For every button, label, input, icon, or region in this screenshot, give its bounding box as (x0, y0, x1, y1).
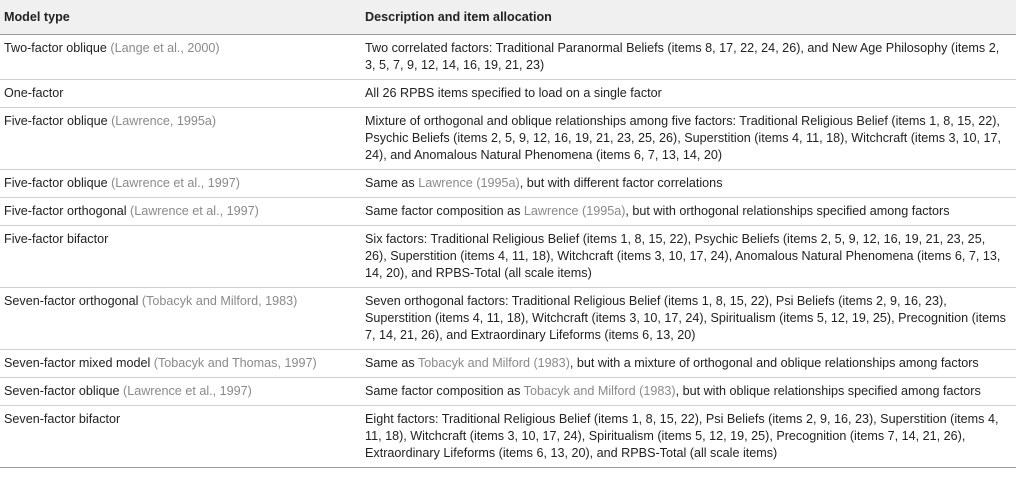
model-type-cell (0, 40, 355, 57)
description-cell (355, 355, 1016, 372)
description-text: Same factor composition as (365, 204, 524, 218)
model-type-cell (0, 293, 355, 310)
model-name: Two-factor oblique (4, 41, 111, 55)
model-type-cell (0, 355, 355, 372)
model-name: Seven-factor orthogonal (4, 294, 142, 308)
description-text: Same factor composition as (365, 384, 524, 398)
model-name: Five-factor oblique (4, 114, 112, 128)
citation-link[interactable]: (Lawrence et al., 1997) (111, 176, 240, 190)
description-text: , but with a mixture of orthogonal and oblique relationships among factors (569, 356, 979, 370)
description-cell (355, 175, 1016, 192)
model-type-cell (0, 113, 355, 130)
model-name: Seven-factor mixed model (4, 356, 154, 370)
description-text: Same as (365, 176, 419, 190)
table-row (0, 80, 1016, 108)
table-header (0, 0, 1016, 35)
table-row (0, 198, 1016, 226)
description-cell (355, 231, 1016, 282)
model-type-cell (0, 383, 355, 400)
table-row (0, 406, 1016, 468)
table-row (0, 170, 1016, 198)
citation-link[interactable]: (Lawrence et al., 1997) (130, 204, 259, 218)
description-text: Mixture of orthogonal and oblique relationships among five factors: Traditional Religious Belief (items 1, 8, 15, 22), Psychic Beliefs (items 2, 5, 9, 12, 16, 19, 21, 23, 25, 26), Superstition (items 4, 11, 18), Witchcraft (items 3, 10, 17, 24), and Anomalous Natural Phenomena (items 6, 7, 13, 14, 20) (365, 114, 1002, 162)
table-row (0, 108, 1016, 170)
description-text: All 26 RPBS items specified to load on a single factor (365, 86, 662, 100)
table-row (0, 226, 1016, 288)
citation-link[interactable]: (Tobacyk and Milford, 1983) (141, 294, 298, 308)
model-name: Five-factor orthogonal (4, 204, 130, 218)
citation-link[interactable]: (Lawrence, 1995a) (111, 114, 217, 128)
description-text: , but with different factor correlations (519, 176, 723, 190)
table-body (0, 35, 1016, 468)
description-text: Six factors: Traditional Religious Belief (items 1, 8, 15, 22), Psychic Beliefs (items 2, 5, 9, 12, 16, 19, 21, 23, 25, 26), Superstition (items 4, 11, 18), Witchcraft (items 3, 10, 17, 24), Anomalous Natural Phenomena (items 6, 7, 13, 14, 20), and RPBS-Total (all scale items) (365, 232, 1001, 280)
model-name: Five-factor oblique (4, 176, 112, 190)
citation-link[interactable]: (Tobacyk and Thomas, 1997) (153, 356, 317, 370)
citation-link[interactable]: Lawrence (1995a) (418, 176, 520, 190)
description-cell (355, 40, 1016, 74)
model-name: Seven-factor bifactor (4, 412, 121, 426)
header-model-type: Model type (4, 9, 70, 24)
description-cell (355, 293, 1016, 344)
model-type-cell (0, 411, 355, 428)
table-row (0, 350, 1016, 378)
model-type-cell (0, 203, 355, 220)
model-type-cell (0, 231, 355, 248)
model-name: One-factor (4, 86, 64, 100)
header-description: Description and item allocation (365, 9, 552, 24)
description-text: , but with oblique relationships specified among factors (675, 384, 981, 398)
table-row (0, 35, 1016, 80)
description-cell (355, 113, 1016, 164)
citation-link[interactable]: Tobacyk and Milford (1983) (523, 384, 676, 398)
description-text: Same as (365, 356, 418, 370)
description-cell (355, 411, 1016, 462)
description-cell (355, 383, 1016, 400)
description-text: Seven orthogonal factors: Traditional Religious Belief (items 1, 8, 15, 22), Psi Beliefs (items 2, 9, 16, 23), Superstition (items 4, 11, 18), Witchcraft (items 3, 10, 17, 24), Spiritualism (items 5, 12, 19, 25), Precognition (items 7, 14, 21, 26), and Extraordinary Lifeforms (items 6, 13, 20) (365, 294, 1006, 342)
description-cell (355, 203, 1016, 220)
citation-link[interactable]: Tobacyk and Milford (1983) (417, 356, 570, 370)
description-text: Two correlated factors: Traditional Paranormal Beliefs (items 8, 17, 22, 24, 26), and New Age Philosophy (items 2, 3, 5, 7, 9, 12, 14, 16, 19, 21, 23) (365, 41, 1000, 72)
citation-link[interactable]: Lawrence (1995a) (523, 204, 626, 218)
description-text: , but with orthogonal relationships specified among factors (625, 204, 950, 218)
model-name: Seven-factor oblique (4, 384, 124, 398)
description-cell (355, 85, 1016, 102)
model-type-cell (0, 175, 355, 192)
citation-link[interactable]: (Lawrence et al., 1997) (123, 384, 252, 398)
description-text: Eight factors: Traditional Religious Belief (items 1, 8, 15, 22), Psi Beliefs (items 2, 9, 16, 23), Superstition (items 4, 11, 18), Witchcraft (items 3, 10, 17, 24), Spiritualism (items 5, 12, 19, 25), Precognition (items 7, 14, 21, 26), Extraordinary Lifeforms (items 6, 13, 20), and RPBS-Total (all scale items) (365, 412, 999, 460)
model-type-cell (0, 85, 355, 102)
table-row (0, 378, 1016, 406)
model-name: Five-factor bifactor (4, 232, 109, 246)
table-row (0, 288, 1016, 350)
citation-link[interactable]: (Lange et al., 2000) (110, 41, 220, 55)
